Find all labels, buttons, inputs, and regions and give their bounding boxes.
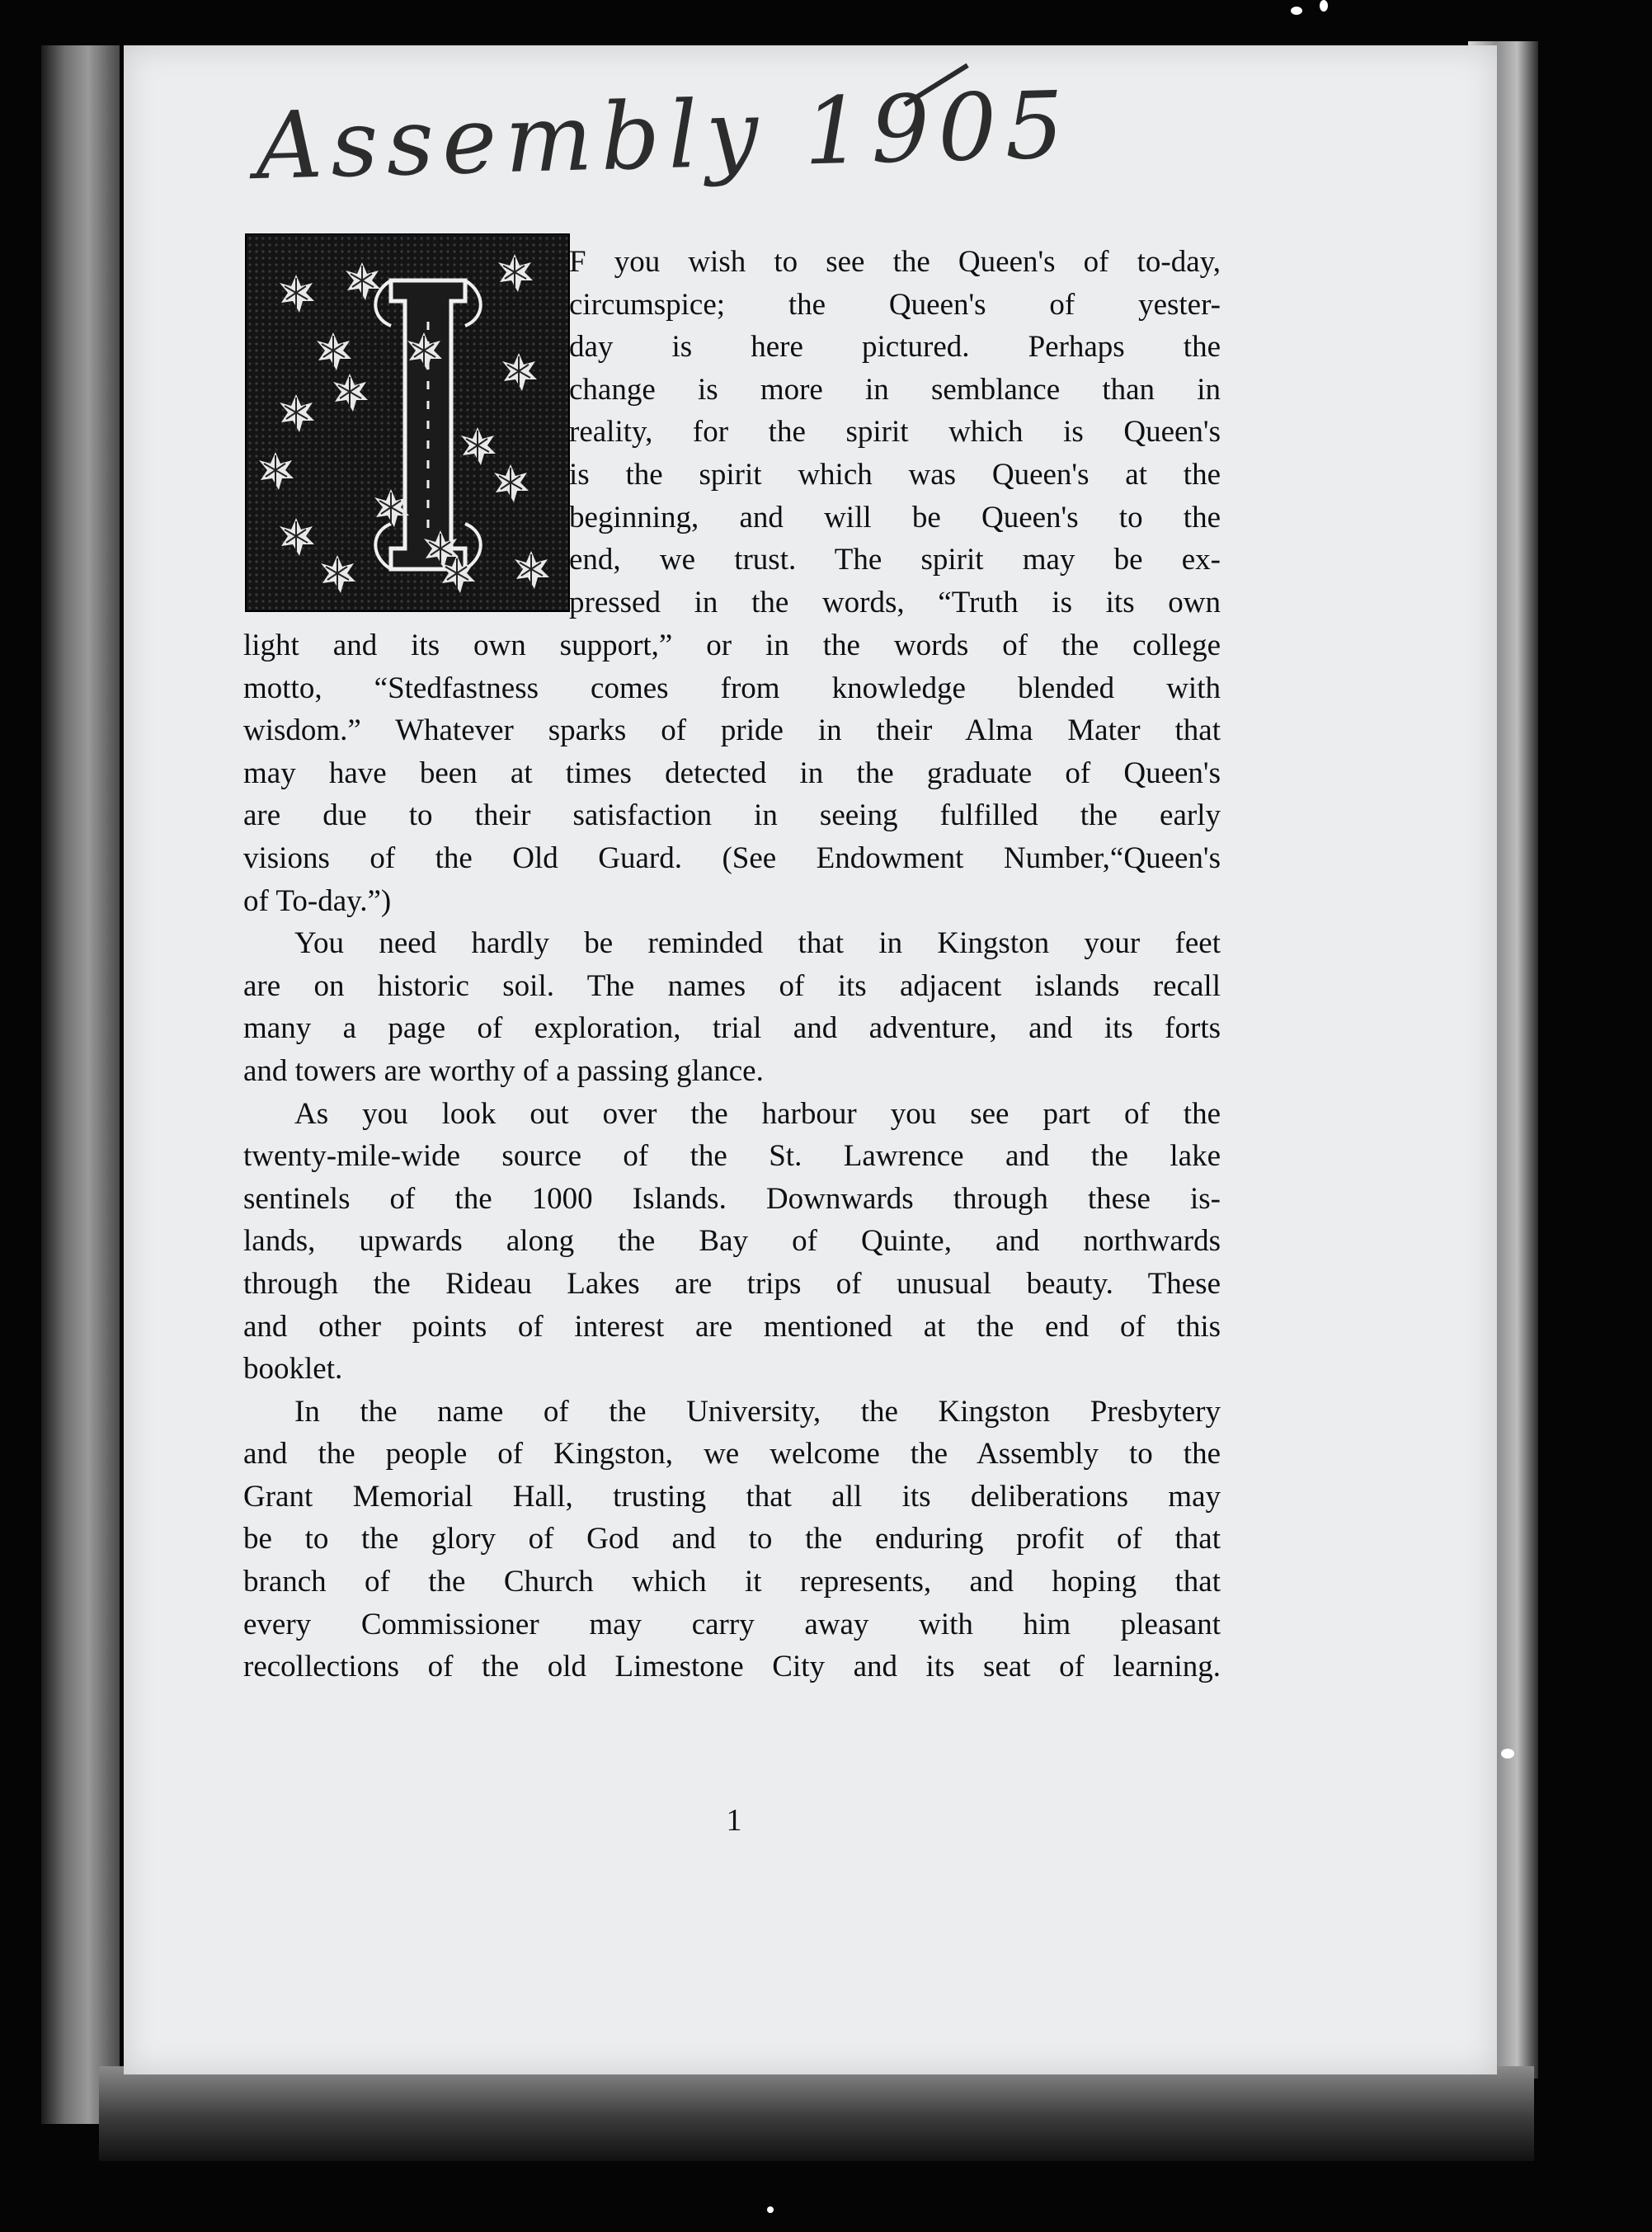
text-line: recollections of the old Limestone City and its seat of learning. [243, 1650, 1221, 1684]
text-line: branch of the Church which it represents, and hoping that [243, 1565, 1221, 1599]
handwritten-note: Assembly 1905 [254, 72, 1074, 200]
text-line: and the people of Kingston, we welcome the Assembly to the [243, 1437, 1221, 1472]
decorated-initial [245, 233, 570, 612]
text-line: reality, for the spirit which is Queen's [569, 415, 1221, 450]
text-line: change is more in semblance than in [569, 372, 1221, 407]
text-line: through the Rideau Lakes are trips of unusual beauty. These [243, 1266, 1221, 1301]
text-line: beginning, and will be Queen's to the [569, 500, 1221, 534]
body-text [243, 624, 1221, 1688]
book-spine-edge [41, 45, 120, 2124]
text-line: Grant Memorial Hall, trusting that all its deliberations may [243, 1479, 1221, 1514]
text-line: may have been at times detected in the graduate of Queen's [243, 756, 1221, 790]
text-line: F you wish to see the Queen's of to-day, [569, 245, 1221, 279]
scan-speck [1501, 1749, 1514, 1759]
text-line: many a page of exploration, trial and adventure, and its forts [243, 1011, 1221, 1046]
text-line: lands, upwards along the Bay of Quinte, and northwards [243, 1224, 1221, 1259]
text-line: In the name of the University, the Kingston Presbytery [294, 1394, 1221, 1429]
text-line: are on historic soil. The names of its adjacent islands recall [243, 968, 1221, 1003]
text-line: booklet. [243, 1352, 343, 1387]
text-line: You need hardly be reminded that in Kingston your feet [294, 926, 1221, 961]
text-line: light and its own support,” or in the words of the college [243, 629, 1221, 662]
text-line: circumspice; the Queen's of yester- [569, 287, 1221, 322]
text-line: end, we trust. The spirit may be ex- [569, 543, 1221, 577]
text-line: pressed in the words, “Truth is its own [569, 585, 1221, 619]
text-line: every Commissioner may carry away with him pleasant [243, 1607, 1221, 1641]
text-line: day is here pictured. Perhaps the [569, 330, 1221, 365]
opening-paragraph-wrapped [569, 241, 1221, 624]
decorated-initial-icon [247, 235, 568, 610]
text-line: twenty-mile-wide source of the St. Lawrence and the lake [243, 1139, 1221, 1174]
page-bottom-edge [99, 2066, 1534, 2161]
text-line: and other points of interest are mentioned at the end of this [243, 1309, 1221, 1344]
text-line: of To-day.”) [243, 883, 392, 918]
scan-speck [1291, 7, 1302, 15]
text-line: As you look out over the harbour you see part of the [294, 1096, 1221, 1131]
text-line: be to the glory of God and to the enduring profit of that [243, 1522, 1221, 1556]
text-line: is the spirit which was Queen's at the [569, 457, 1221, 492]
scan-speck [1320, 0, 1328, 12]
text-line: wisdom.” Whatever sparks of pride in their Alma Mater that [243, 713, 1221, 748]
text-line: visions of the Old Guard. (See Endowment Number,“Queen's [243, 841, 1221, 875]
text-line: sentinels of the 1000 Islands. Downwards through these is- [243, 1181, 1221, 1216]
page-number: 1 [726, 1803, 742, 1838]
scan-speck [767, 2206, 774, 2213]
text-line: and towers are worthy of a passing glance. [243, 1053, 764, 1088]
text-line: are due to their satisfaction in seeing fulfilled the early [243, 798, 1221, 833]
text-line: motto, “Stedfastness comes from knowledge blended with [243, 671, 1221, 705]
